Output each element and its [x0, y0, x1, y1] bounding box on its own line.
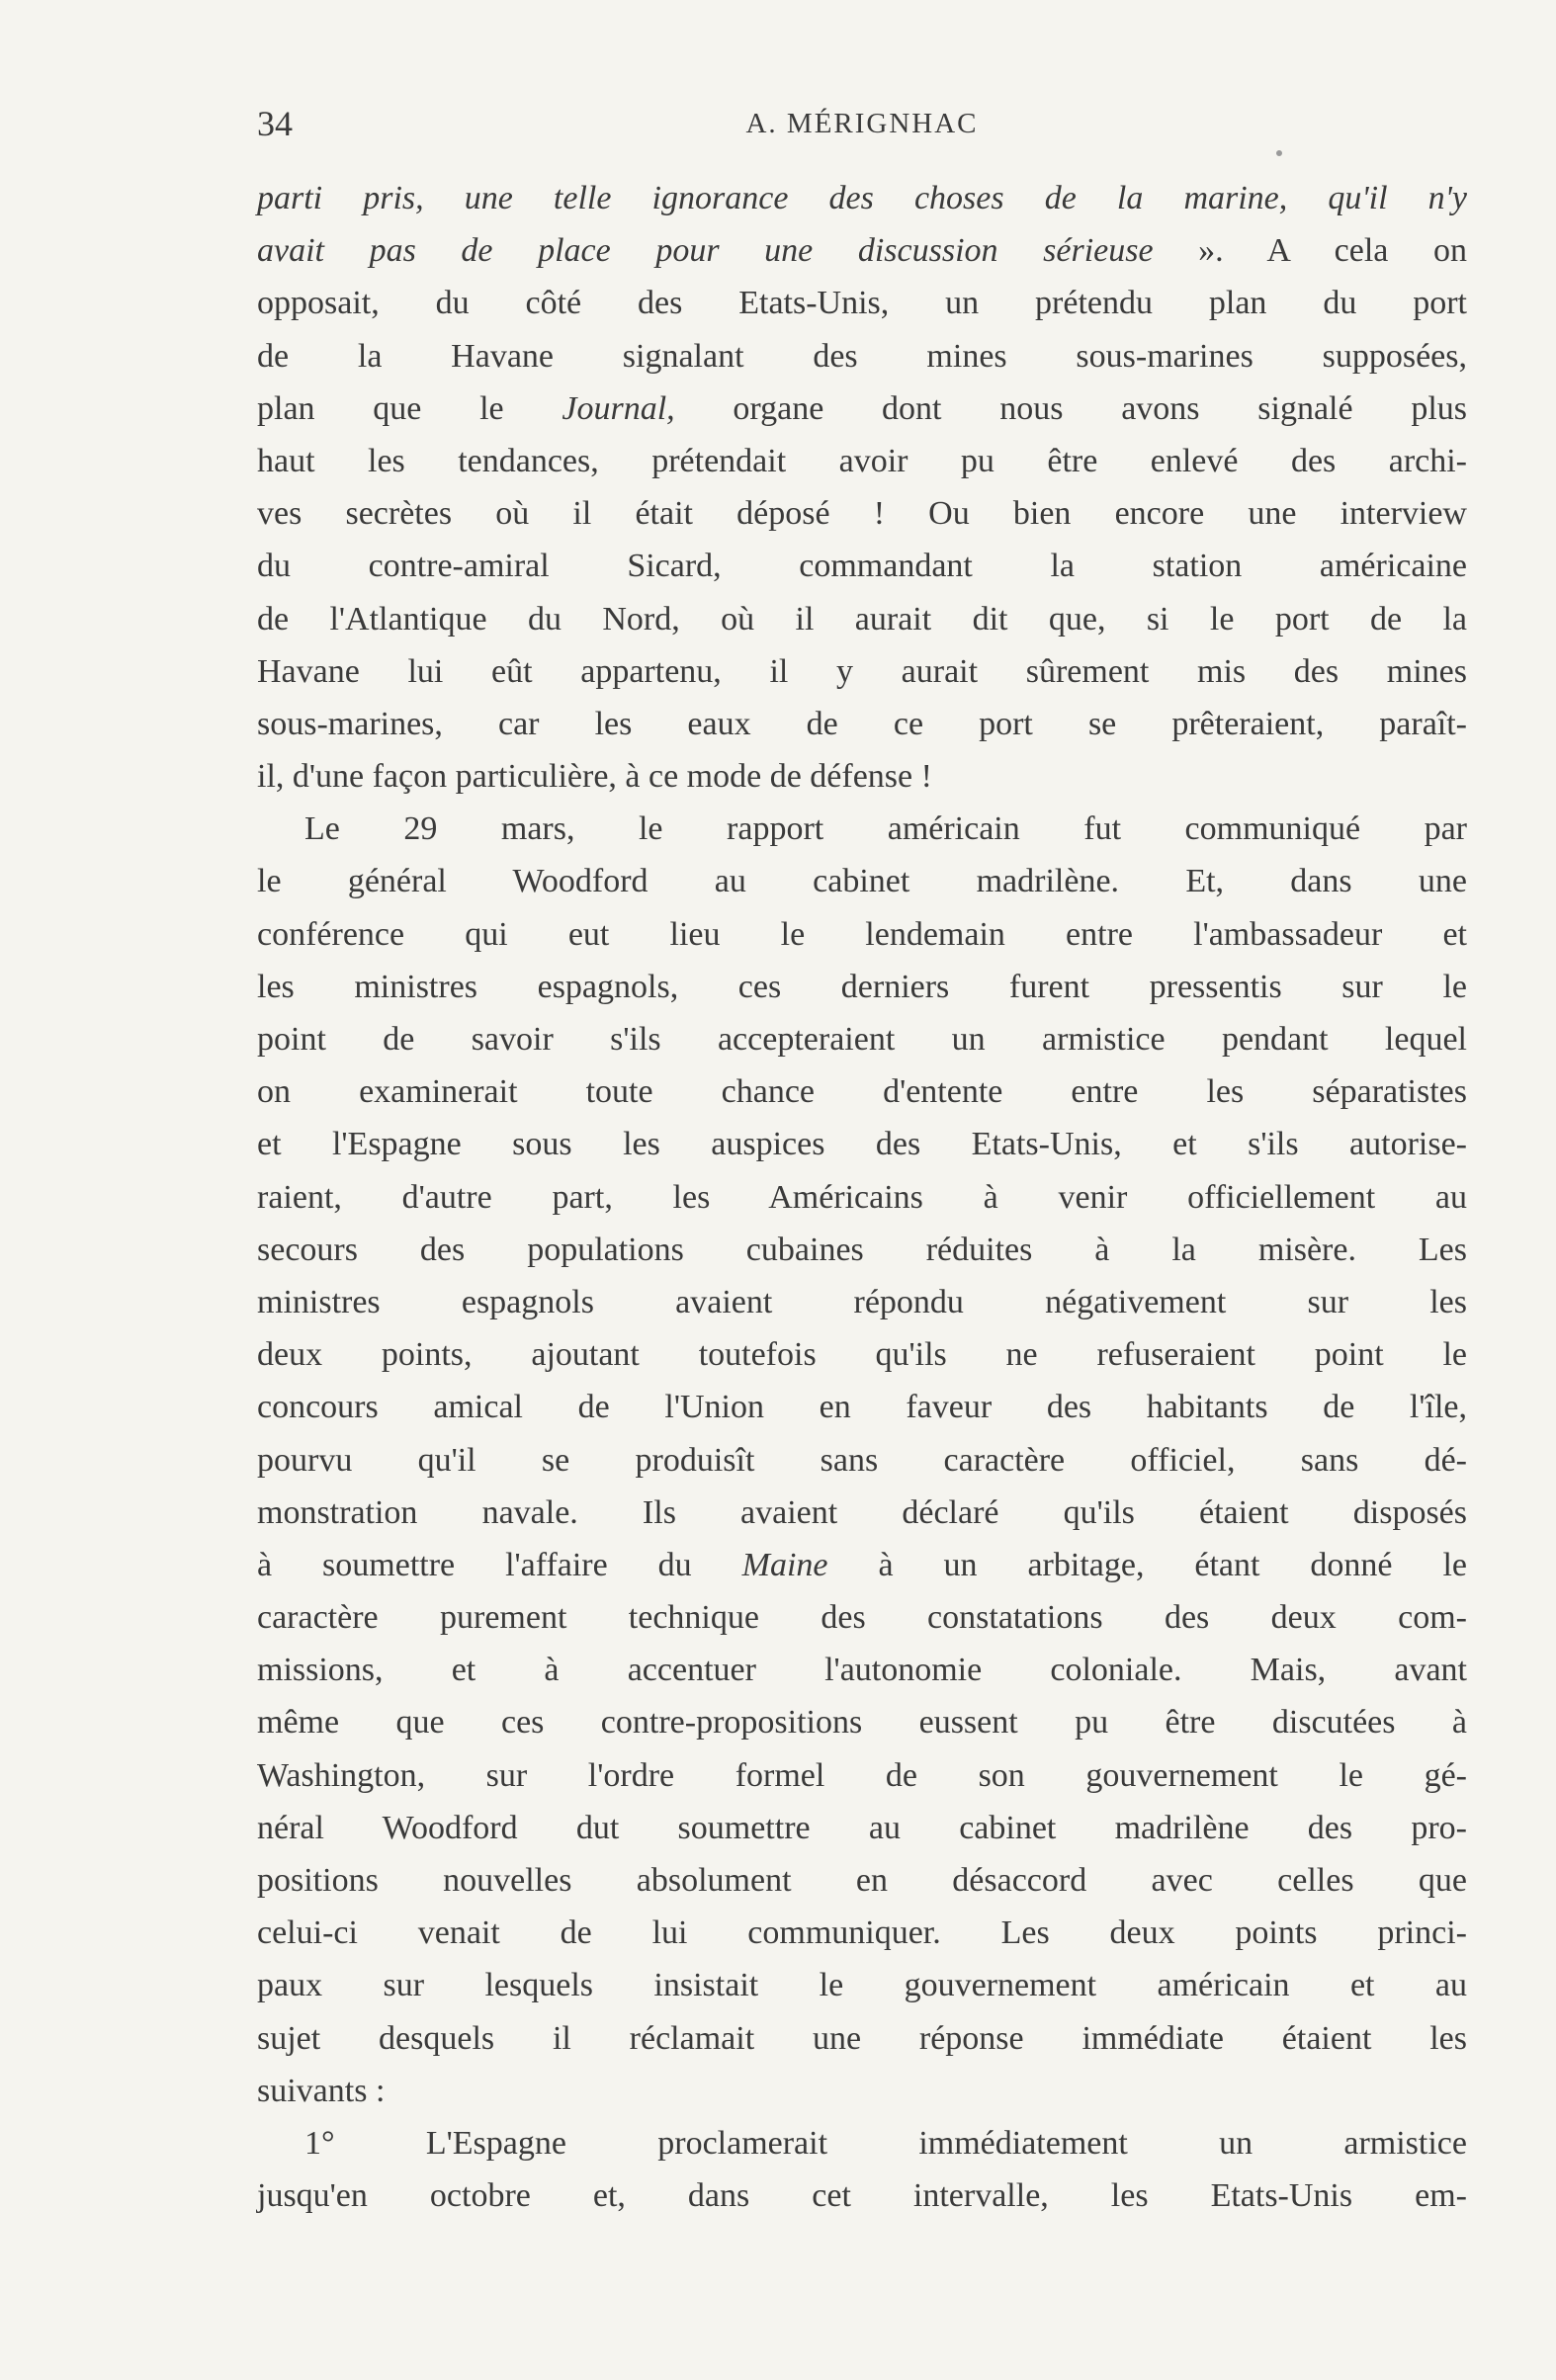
text-line — [257, 1381, 1467, 1433]
text-line — [257, 172, 1467, 224]
text-segment: point de savoir s'ils accepteraient un armistice pendant lequel — [257, 1021, 1467, 1058]
body-text — [257, 172, 1467, 2222]
text-segment: plan que le — [257, 389, 562, 427]
running-head: A. MÉRIGNHAC — [745, 108, 979, 139]
text-segment: Washington, sur l'ordre formel de son gouvernement le gé- — [257, 1756, 1467, 1794]
italic-text: Maine — [741, 1546, 828, 1583]
text-line — [257, 1907, 1467, 1959]
text-line — [257, 1065, 1467, 1118]
text-line — [257, 277, 1467, 329]
ink-speck — [1276, 150, 1282, 156]
text-segment: opposait, du côté des Etats-Unis, un prétendu plan du port — [257, 285, 1467, 322]
text-line — [257, 1591, 1467, 1644]
italic-text: parti pris, une telle ignorance des choses de la marine, qu'il n'y — [257, 180, 1467, 216]
text-line — [257, 224, 1467, 277]
text-line — [257, 1224, 1467, 1276]
text-line — [257, 1749, 1467, 1802]
text-line — [257, 2012, 1467, 2065]
text-line — [257, 1328, 1467, 1381]
text-segment: suivants : — [257, 2072, 386, 2109]
text-segment: celui-ci venait de lui communiquer. Les deux points princi- — [257, 1914, 1467, 1952]
text-line — [257, 961, 1467, 1013]
text-line — [257, 382, 1467, 435]
text-segment: positions nouvelles absolument en désaccord avec celles que — [257, 1862, 1467, 1899]
text-line — [257, 330, 1467, 382]
text-segment: jusqu'en octobre et, dans cet intervalle, les Etats-Unis em- — [257, 2177, 1467, 2215]
text-line — [257, 1854, 1467, 1907]
text-line — [257, 2065, 1467, 2117]
text-line — [257, 1118, 1467, 1170]
italic-text: Journal, — [562, 389, 675, 427]
text-line — [257, 435, 1467, 487]
text-segment: les ministres espagnols, ces derniers furent pressentis sur le — [257, 968, 1467, 1005]
text-segment: paux sur lesquels insistait le gouvernement américain et au — [257, 1967, 1467, 2004]
text-segment: et l'Espagne sous les auspices des Etats-Unis, et s'ils autorise- — [257, 1126, 1467, 1163]
text-line — [257, 540, 1467, 592]
text-segment: caractère purement technique des constatations des deux com- — [257, 1599, 1467, 1637]
text-segment: à un arbitage, étant donné le — [827, 1546, 1468, 1583]
text-line — [257, 1539, 1467, 1591]
text-segment: même que ces contre-propositions eussent pu être discutées à — [257, 1704, 1467, 1742]
text-segment: de l'Atlantique du Nord, où il aurait dit que, si le port de la — [257, 600, 1467, 638]
text-line — [257, 1696, 1467, 1748]
text-line — [257, 1276, 1467, 1328]
text-line — [257, 1434, 1467, 1487]
text-segment: raient, d'autre part, les Américains à venir officiellement au — [257, 1178, 1467, 1216]
text-segment: du contre-amiral Sicard, commandant la station américaine — [257, 548, 1467, 585]
text-segment: sujet desquels il réclamait une réponse immédiate étaient les — [257, 2019, 1467, 2057]
text-line — [257, 487, 1467, 540]
text-segment: le général Woodford au cabinet madrilène. Et, dans une — [257, 863, 1467, 900]
text-segment: organe dont nous avons signalé plus — [674, 389, 1467, 427]
text-line — [257, 1802, 1467, 1854]
text-segment: ministres espagnols avaient répondu négativement sur les — [257, 1283, 1467, 1320]
text-segment: pourvu qu'il se produisît sans caractère officiel, sans dé- — [257, 1441, 1467, 1479]
text-line — [257, 2169, 1467, 2222]
text-segment: conférence qui eut lieu le lendemain entre l'ambassadeur et — [257, 915, 1467, 953]
text-segment: secours des populations cubaines réduites à la misère. Les — [257, 1231, 1467, 1268]
text-segment: missions, et à accentuer l'autonomie coloniale. Mais, avant — [257, 1652, 1467, 1689]
text-line — [257, 855, 1467, 907]
page-header — [257, 99, 1467, 148]
text-line — [257, 750, 1467, 803]
text-line — [257, 1959, 1467, 2011]
page-number: 34 — [257, 104, 293, 143]
text-line — [257, 1171, 1467, 1224]
text-segment: 1° L'Espagne proclamerait immédiatement un armistice — [304, 2124, 1467, 2162]
text-line — [257, 645, 1467, 698]
text-segment: sous-marines, car les eaux de ce port se prêteraient, paraît- — [257, 705, 1467, 742]
text-segment: monstration navale. Ils avaient déclaré qu'ils étaient disposés — [257, 1493, 1467, 1531]
text-line — [257, 908, 1467, 961]
text-line — [257, 2117, 1467, 2169]
text-segment: ». A cela on — [1153, 232, 1467, 270]
text-segment: ves secrètes où il était déposé ! Ou bien encore une interview — [257, 495, 1467, 533]
text-segment: concours amical de l'Union en faveur des habitants de l'île, — [257, 1389, 1467, 1426]
text-segment: néral Woodford dut soumettre au cabinet madrilène des pro- — [257, 1809, 1467, 1846]
text-line — [257, 1644, 1467, 1696]
text-segment: on examinerait toute chance d'entente entre les séparatistes — [257, 1073, 1467, 1111]
text-line — [257, 803, 1467, 855]
text-segment: de la Havane signalant des mines sous-marines supposées, — [257, 337, 1467, 375]
italic-text: avait pas de place pour une discussion sérieuse — [257, 232, 1154, 270]
text-segment: à soumettre l'affaire du — [257, 1546, 742, 1583]
text-line — [257, 1487, 1467, 1539]
text-segment: Le 29 mars, le rapport américain fut communiqué par — [304, 810, 1467, 848]
text-segment: il, d'une façon particulière, à ce mode de défense ! — [257, 758, 932, 796]
text-segment: deux points, ajoutant toutefois qu'ils ne refuseraient point le — [257, 1336, 1467, 1374]
text-line — [257, 1013, 1467, 1065]
text-segment: Havane lui eût appartenu, il y aurait sûrement mis des mines — [257, 652, 1467, 690]
text-line — [257, 593, 1467, 645]
text-segment: haut les tendances, prétendait avoir pu être enlevé des archi- — [257, 442, 1467, 479]
text-line — [257, 698, 1467, 750]
